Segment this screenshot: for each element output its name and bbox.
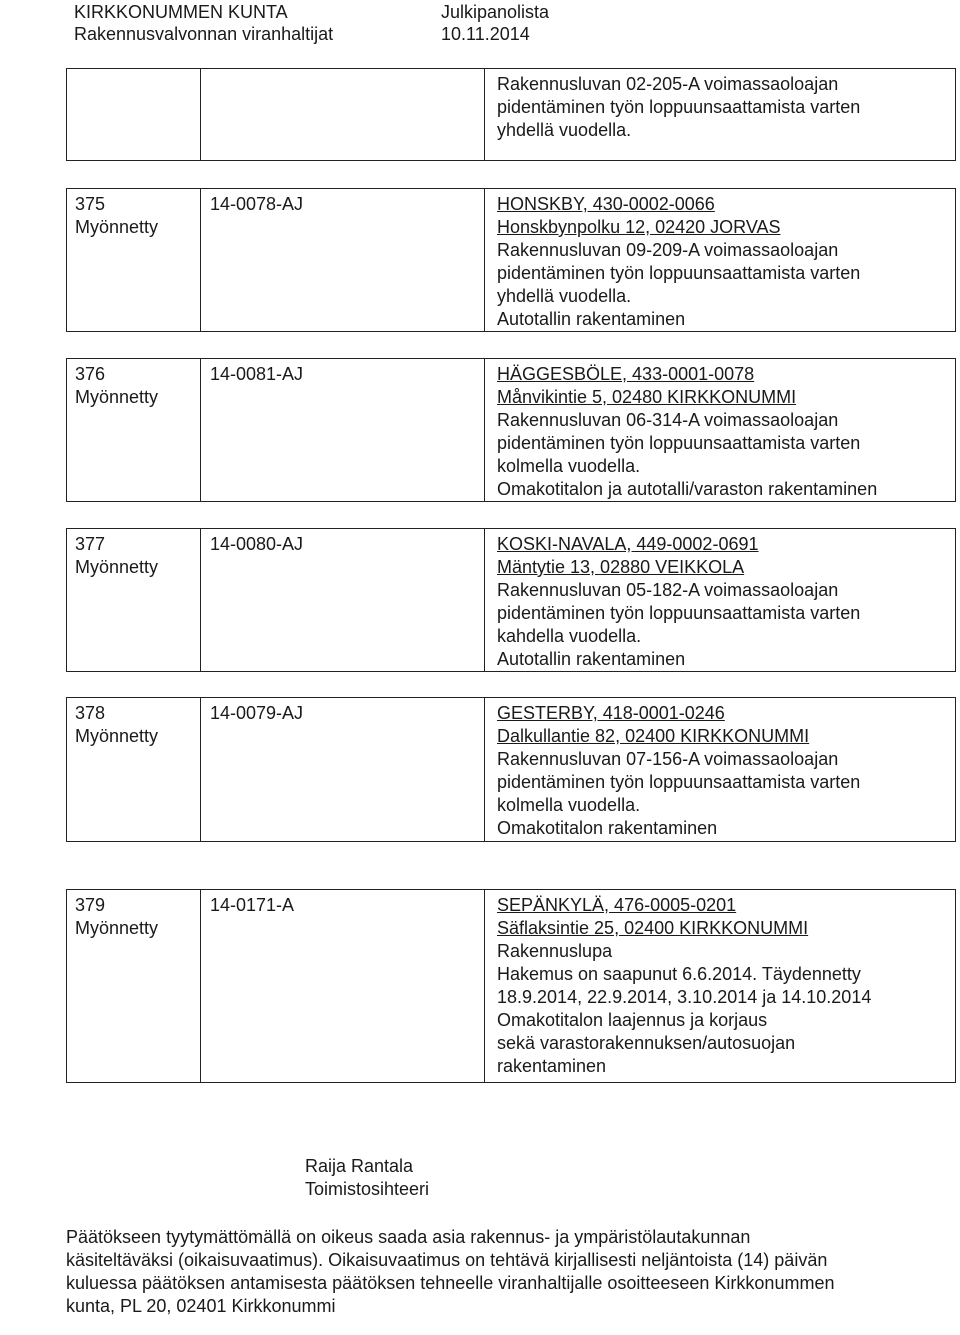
detail-line: pidentäminen työn loppuunsaattamista varten (497, 603, 861, 623)
column-divider (200, 189, 201, 331)
detail-line: Rakennusluvan 09-209-A voimassaoloajan (497, 240, 839, 260)
header-right (441, 1, 549, 45)
decision-status: Myönnetty (75, 726, 159, 746)
decision-code-cell (210, 702, 303, 725)
notice-line: kuluessa päätöksen antamisesta päätöksen tehneelle viranhaltijalle osoitteeseen Kirkkonummen (66, 1273, 835, 1293)
address-line: Honskbynpolku 12, 02420 JORVAS (497, 217, 781, 237)
decision-details (497, 363, 877, 501)
decision-status: Myönnetty (75, 918, 159, 938)
address-line: Månvikintie 5, 02480 KIRKKONUMMI (497, 387, 797, 407)
detail-line: yhdellä vuodella. (497, 286, 632, 306)
decision-number-cell (75, 363, 158, 409)
decision-number-cell (75, 894, 158, 940)
decision-details (497, 894, 871, 1078)
appeal-notice (66, 1226, 834, 1318)
decision-details (497, 702, 860, 840)
notice-line: käsiteltäväksi (oikaisuvaatimus). Oikaisuvaatimus on tehtävä kirjallisesti neljäntoista (14) päivän (66, 1250, 828, 1270)
detail-line: yhdellä vuodella. (497, 120, 632, 140)
property-line: SEPÄNKYLÄ, 476-0005-0201 (497, 895, 737, 915)
detail-line: rakentaminen (497, 1056, 607, 1076)
decision-details (497, 533, 860, 671)
decision-code-cell (210, 533, 303, 556)
decision-status: Myönnetty (75, 387, 159, 407)
property-line: KOSKI-NAVALA, 449-0002-0691 (497, 534, 759, 554)
detail-line: Omakotitalon ja autotalli/varaston rakentaminen (497, 479, 878, 499)
detail-line: Rakennusluvan 06-314-A voimassaoloajan (497, 410, 839, 430)
column-divider (200, 359, 201, 501)
decision-number: 378 (75, 703, 106, 723)
decision-number: 375 (75, 194, 106, 214)
column-divider (484, 189, 485, 331)
column-divider (484, 698, 485, 841)
detail-line: Hakemus on saapunut 6.6.2014. Täydennetty (497, 964, 861, 984)
signer-name: Raija Rantala (305, 1156, 414, 1176)
decision-code: 14-0171-A (210, 895, 295, 915)
address-line: Dalkullantie 82, 02400 KIRKKONUMMI (497, 726, 810, 746)
detail-line: Omakotitalon laajennus ja korjaus (497, 1010, 768, 1030)
decision-status: Myönnetty (75, 217, 159, 237)
detail-line: Rakennusluvan 02-205-A voimassaoloajan (497, 74, 839, 94)
column-divider (484, 890, 485, 1082)
column-divider (200, 69, 201, 160)
decision-code: 14-0079-AJ (210, 703, 304, 723)
org-name: KIRKKONUMMEN KUNTA (74, 2, 288, 22)
decision-code: 14-0081-AJ (210, 364, 304, 384)
decision-row-376 (66, 358, 956, 502)
decision-number: 376 (75, 364, 106, 384)
decision-details (497, 73, 860, 142)
detail-line: kolmella vuodella. (497, 456, 641, 476)
decision-details (497, 193, 860, 331)
decision-number: 377 (75, 534, 106, 554)
detail-line: kahdella vuodella. (497, 626, 642, 646)
property-line: HONSKBY, 430-0002-0066 (497, 194, 715, 214)
detail-line: pidentäminen työn loppuunsaattamista varten (497, 97, 861, 117)
column-divider (200, 890, 201, 1082)
decision-number-cell (75, 533, 158, 579)
continued-decision-row (66, 68, 956, 161)
detail-line: Autotallin rakentaminen (497, 649, 686, 669)
property-line: GESTERBY, 418-0001-0246 (497, 703, 725, 723)
decision-code-cell (210, 193, 303, 216)
detail-line: kolmella vuodella. (497, 795, 641, 815)
column-divider (484, 529, 485, 671)
detail-line: 18.9.2014, 22.9.2014, 3.10.2014 ja 14.10.2014 (497, 987, 872, 1007)
detail-line: Omakotitalon rakentaminen (497, 818, 718, 838)
decision-row-377 (66, 528, 956, 672)
address-line: Mäntytie 13, 02880 VEIKKOLA (497, 557, 745, 577)
detail-line: pidentäminen työn loppuunsaattamista varten (497, 772, 861, 792)
detail-line: Rakennuslupa (497, 941, 613, 961)
column-divider (484, 359, 485, 501)
decision-status: Myönnetty (75, 557, 159, 577)
notice-line: Päätökseen tyytymättömällä on oikeus saada asia rakennus- ja ympäristölautakunnan (66, 1227, 751, 1247)
detail-line: pidentäminen työn loppuunsaattamista varten (497, 263, 861, 283)
signature-block (305, 1155, 429, 1201)
document-date: 10.11.2014 (441, 24, 530, 44)
property-line: HÄGGESBÖLE, 433-0001-0078 (497, 364, 755, 384)
decision-code-cell (210, 894, 294, 917)
decision-number: 379 (75, 895, 106, 915)
signer-title: Toimistosihteeri (305, 1179, 430, 1199)
detail-line: Rakennusluvan 05-182-A voimassaoloajan (497, 580, 839, 600)
detail-line: pidentäminen työn loppuunsaattamista varten (497, 433, 861, 453)
detail-line: Rakennusluvan 07-156-A voimassaoloajan (497, 749, 839, 769)
decision-row-378 (66, 697, 956, 842)
decision-code: 14-0078-AJ (210, 194, 304, 214)
document-type: Julkipanolista (441, 2, 550, 22)
decision-row-375 (66, 188, 956, 332)
column-divider (484, 69, 485, 160)
unit-name: Rakennusvalvonnan viranhaltijat (74, 24, 334, 44)
decision-code-cell (210, 363, 303, 386)
header-left (74, 1, 333, 45)
detail-line: sekä varastorakennuksen/autosuojan (497, 1033, 796, 1053)
notice-line: kunta, PL 20, 02401 Kirkkonummi (66, 1296, 336, 1316)
decision-row-379 (66, 889, 956, 1083)
decision-code: 14-0080-AJ (210, 534, 304, 554)
column-divider (200, 529, 201, 671)
detail-line: Autotallin rakentaminen (497, 309, 686, 329)
column-divider (200, 698, 201, 841)
decision-number-cell (75, 193, 158, 239)
decision-number-cell (75, 702, 158, 748)
address-line: Säflaksintie 25, 02400 KIRKKONUMMI (497, 918, 809, 938)
